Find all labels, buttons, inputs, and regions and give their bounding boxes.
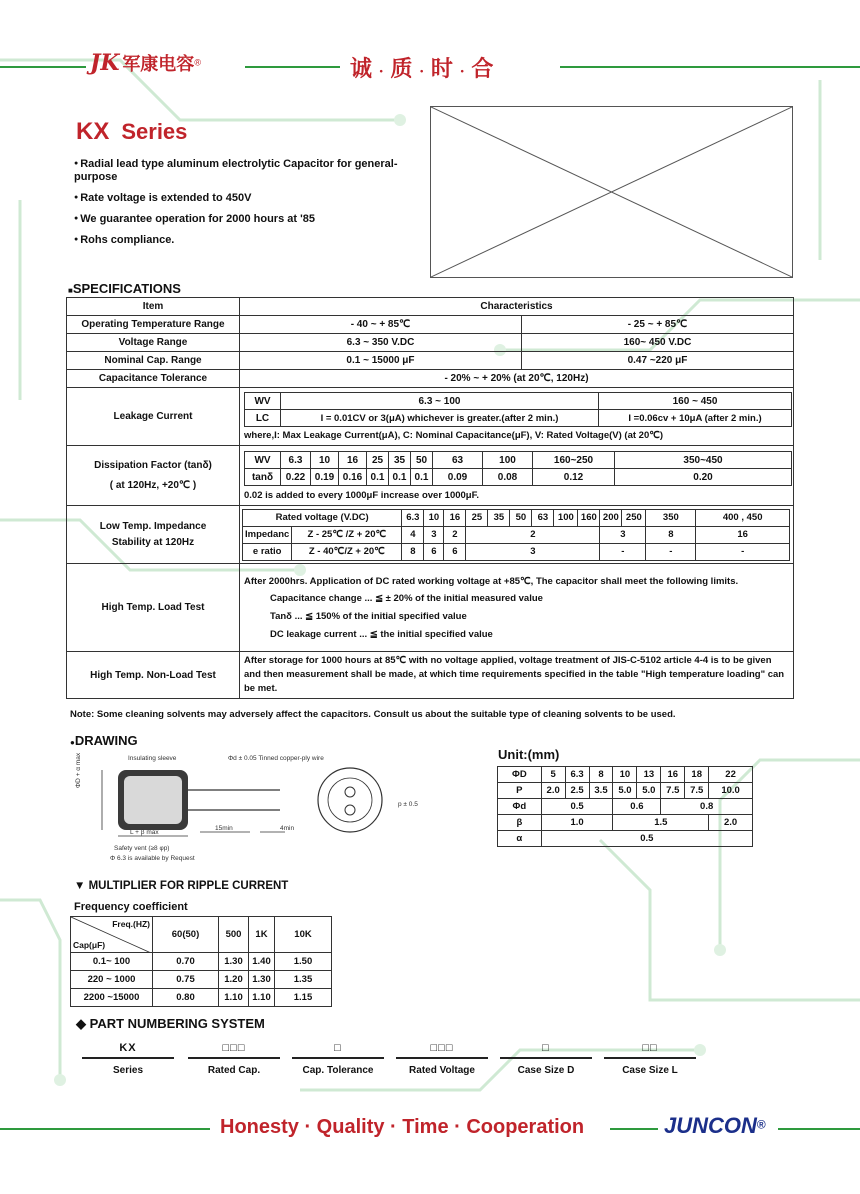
ripple-row: 0.1~ 100 0.70 1.30 1.40 1.50 [71, 953, 332, 971]
specifications-table [66, 297, 794, 699]
dissipation-note: 0.02 is added to every 1000μF increase over 1000μF. [244, 490, 480, 501]
page-title [76, 118, 187, 146]
drawing-heading: ●DRAWING [70, 733, 138, 748]
drawing-label-diameter: ΦD + α max [75, 752, 82, 788]
capacitor-drawing [70, 748, 440, 866]
slogan-char: 诚 [350, 56, 377, 82]
feature-item: ● Radial lead type aluminum electrolytic Capacitor for general-purpose [74, 157, 414, 184]
pn-underline [292, 1057, 384, 1059]
drawing-label-availability: Φ 6.3 is available by Request [110, 855, 195, 862]
ripple-heading: ▼ MULTIPLIER FOR RIPPLE CURRENT [74, 880, 289, 892]
feature-item: ● Rohs compliance. [74, 233, 414, 247]
slogan-sep: · [378, 64, 388, 80]
pn-code-cap: □□□ [222, 1042, 246, 1054]
slogan-sep: · [419, 64, 429, 80]
logo-name: 军康电容 [122, 54, 195, 75]
load-test-cap-change: Capacitance change ... ≦ ± 20% of the initial measured value [270, 592, 543, 604]
spec-row-cap-range: Nominal Cap. Range 0.1 ~ 15000 μF 0.47 ~220 μF [67, 352, 794, 370]
spec-row-dissipation: Dissipation Factor (tanδ) ( at 120Hz, +20℃ ) WV 6.3 10 16 25 35 50 63 100 160~250 350~450 tanδ 0.22 0.19 0.16 0.1 0.1 0.1 0.09 0.08 0.12 0.20 0.02 is added to every 1000μF increase over 1000μF. [67, 446, 794, 506]
pn-label-voltage: Rated Voltage [409, 1065, 475, 1076]
feature-list [74, 157, 414, 254]
footer-brand-logo [664, 1113, 766, 1139]
slogan-char: 质 [390, 56, 417, 82]
unit-heading: Unit:(mm) [498, 747, 560, 762]
drawing-label-length: L + β max [130, 829, 159, 836]
spec-header-row: Item Characteristics [67, 298, 794, 316]
dissipation-subtable: WV 6.3 10 16 25 35 50 63 100 160~250 350~450 tanδ 0.22 0.19 0.16 0.1 0.1 0.1 0.09 0.08 0.12 0.20 [244, 451, 792, 486]
drawing-label-wire: Φd ± 0.05 Tinned copper-ply wire [228, 755, 324, 762]
image-cross-icon [431, 107, 792, 277]
drawing-label-lead15: 15min [215, 825, 233, 832]
drawing-label-pitch: p ± 0.5 [398, 801, 418, 808]
pn-label-size-l: Case Size L [622, 1065, 678, 1076]
ripple-row: 220 ~ 1000 0.75 1.20 1.30 1.35 [71, 971, 332, 989]
drawing-label-vent: Safety vent (≥8 φp) [114, 845, 170, 852]
spec-row-leakage: Leakage Current WV 6.3 ~ 100 160 ~ 450 LC I = 0.01CV or 3(μA) whichever is greater.(after 2 min.) I =0.06cv + 10μA (after 2 min.) where,I: Max Leakage Current(μA), C: Nominal Capacitance(μF), V: Rated Voltage(V) (at 20℃) [67, 388, 794, 446]
cleaning-note: Note: Some cleaning solvents may adversely affect the capacitors. Consult us about the suitable type of cleaning solvents to be used. [70, 709, 676, 720]
pn-underline [82, 1057, 174, 1059]
pn-label-cap: Rated Cap. [207, 1065, 261, 1076]
specifications-heading: ■SPECIFICATIONS [68, 281, 181, 296]
spec-row-op-temp: Operating Temperature Range - 40 ~ + 85℃ - 25 ~ + 85℃ [67, 316, 794, 334]
header-rule-left [0, 66, 86, 68]
brand-logo [90, 50, 201, 76]
footer-motto: Honesty · Quality · Time · Cooperation [220, 1116, 585, 1138]
spec-row-load-test: High Temp. Load Test After 2000hrs. Application of DC rated working voltage at +85℃, The capacitor shall meet the following limits. Capacitance change ... ≦ ± 20% of the initial measured value Tanδ ... ≦ 150% of the initial specified value DC leakage current ... ≦ the initial specified value [67, 564, 794, 652]
slogan-sep: · [459, 64, 469, 80]
spec-row-low-temp: Low Temp. Impedance Stability at 120Hz Rated voltage (V.DC) 6.3 10 16 25 35 50 63 100 160 200 250 350 400 , 450 Impedanc Z - 25℃ /Z + 20℃ 4 3 2 2 3 8 16 e ratio Z - 40℃/Z + 20℃ 8 6 6 3 - - - [67, 506, 794, 564]
feature-item: ● Rate voltage is extended to 450V [74, 191, 414, 205]
pn-code-voltage: □□□ [430, 1042, 454, 1054]
spec-row-non-load: High Temp. Non-Load Test After storage for 1000 hours at 85℃ with no voltage applied, voltage treatment of JIS-C-5102 article 4-4 is to be given and then measurement shall be made, at which time requirements specified in the table "High temperature loading" can be met. [67, 652, 794, 699]
header-rule-mid [245, 66, 340, 68]
ripple-row: 2200 ~15000 0.80 1.10 1.10 1.15 [71, 989, 332, 1007]
pn-code-size-d: □ [542, 1042, 550, 1054]
series-word: Series [121, 119, 188, 144]
pn-label-series: Series [112, 1065, 144, 1076]
part-numbering-heading: ◆ PART NUMBERING SYSTEM [76, 1016, 265, 1031]
footer-rule-mid [610, 1128, 658, 1130]
load-test-intro: After 2000hrs. Application of DC rated working voltage at +85℃, The capacitor shall meet the following limits. [244, 575, 739, 587]
leakage-subtable: WV 6.3 ~ 100 160 ~ 450 LC I = 0.01CV or 3(μA) whichever is greater.(after 2 min.) I =0.06cv + 10μA (after 2 min.) [244, 392, 792, 427]
logo-mark: JK [90, 50, 120, 76]
product-image-placeholder [430, 106, 793, 278]
pn-underline [604, 1057, 696, 1059]
footer-rule-right [778, 1128, 860, 1130]
header-rule-right [560, 66, 860, 68]
spec-row-voltage: Voltage Range 6.3 ~ 350 V.DC 160~ 450 V.DC [67, 334, 794, 352]
pn-code-series: KX [119, 1042, 137, 1054]
ripple-table: Freq.(HZ) Cap(μF) 60(50) 500 1K 10K 0.1~ 100 0.70 1.30 1.40 1.50 220 ~ 1000 0.75 1.20 1.30 1.35 2200 ~15000 0.80 1.10 1.10 1.15 [70, 916, 332, 1007]
logo-registered: ® [194, 57, 201, 68]
footer-rule-left [0, 1128, 210, 1130]
series-code: KX [76, 118, 110, 145]
leakage-note: where,I: Max Leakage Current(μA), C: Nominal Capacitance(μF), V: Rated Voltage(V) (at 20℃) [244, 430, 664, 441]
footer-brand: JUNCON [664, 1113, 757, 1138]
ripple-subheading: Frequency coefficient [74, 901, 188, 913]
ripple-corner-cell: Freq.(HZ) Cap(μF) [71, 917, 153, 953]
pn-label-tolerance: Cap. Tolerance [302, 1065, 374, 1076]
drawing-label-sleeve: Insulating sleeve [128, 755, 177, 762]
pn-underline [500, 1057, 592, 1059]
slogan-char: 合 [471, 56, 498, 82]
dimension-table: ΦD 5 6.3 8 10 13 16 18 22 P 2.0 2.5 3.5 5.0 5.0 7.5 7.5 10.0 Φd 0.5 0.6 0.8 β 1.0 1.5 2.0 α 0.5 [497, 766, 753, 847]
footer-registered: ® [756, 1117, 766, 1132]
pn-code-size-l: □□ [642, 1042, 658, 1054]
header-slogan [350, 52, 497, 83]
load-test-dc: DC leakage current ... ≦ the initial specified value [270, 628, 493, 640]
load-test-tan: Tanδ ... ≦ 150% of the initial specified value [270, 610, 467, 622]
pn-code-tolerance: □ [334, 1042, 342, 1054]
slogan-char: 时 [430, 56, 457, 82]
low-temp-subtable: Rated voltage (V.DC) 6.3 10 16 25 35 50 63 100 160 200 250 350 400 , 450 Impedanc Z - 25℃ /Z + 20℃ 4 3 2 2 3 8 16 e ratio Z - 40℃/Z + 20℃ 8 6 6 3 - - - [242, 509, 790, 561]
feature-item: ● We guarantee operation for 2000 hours at '85 [74, 212, 414, 226]
drawing-label-lead4: 4min [280, 825, 295, 832]
pn-label-size-d: Case Size D [517, 1065, 575, 1076]
spec-row-tolerance: Capacitance Tolerance - 20% ~ + 20% (at 20℃, 120Hz) [67, 370, 794, 388]
pn-underline [188, 1057, 280, 1059]
pn-underline [396, 1057, 488, 1059]
